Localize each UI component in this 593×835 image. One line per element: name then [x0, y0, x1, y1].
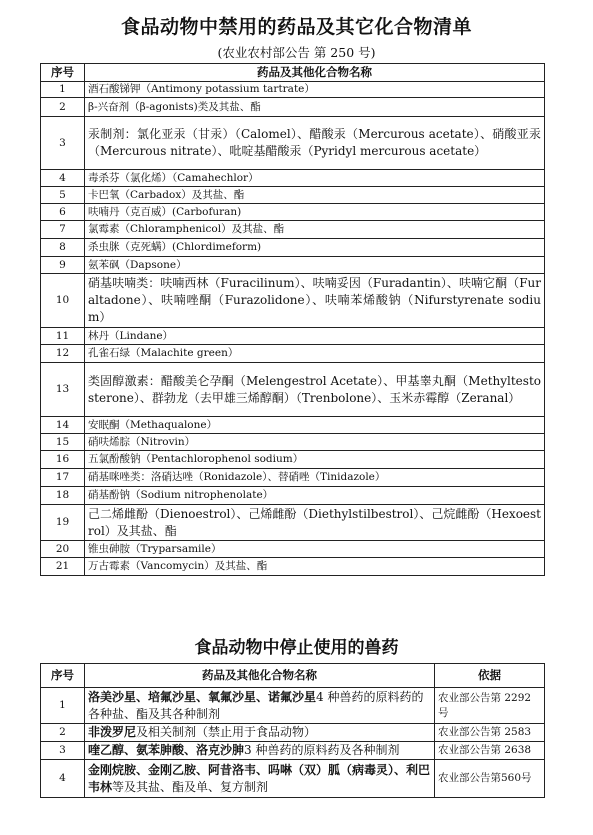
- row-number: 17: [41, 469, 85, 487]
- drug-name-cell: [85, 742, 435, 760]
- basis-cell: 农业部公告第 2638: [435, 742, 545, 760]
- compound-name: 安眠酮（Methaqualone）: [85, 417, 545, 434]
- table-row: [41, 345, 545, 363]
- drug-name-bold: 洛美沙星、培氟沙星、氧氟沙星、诺氟沙星: [88, 689, 317, 704]
- compound-name: 万古霉素（Vancomycin）及其盐、酯: [85, 558, 545, 576]
- table-header-row: [41, 664, 545, 688]
- compound-name: 酒石酸锑钾（Antimony potassium tartrate）: [85, 82, 545, 98]
- row-number: 12: [41, 345, 85, 363]
- compound-name: 硝基呋喃类：呋喃西林（Furacilinum）、呋喃妥因（Furadantin）、呋喃它酮（Furaltadone）、呋喃唑酮（Furazolidone）、呋喃苯烯酸钠（Nifurstyrenate sodium）: [85, 274, 545, 328]
- table-row: [41, 505, 545, 541]
- table-row: [41, 98, 545, 117]
- row-number: 3: [41, 742, 85, 760]
- table-row: [41, 724, 545, 742]
- banned-drugs-table: [40, 63, 545, 576]
- table-row: [41, 328, 545, 345]
- compound-name: 林丹（Lindane）: [85, 328, 545, 345]
- drug-name-rest: 等及其盐、酯及单、复方制剂: [112, 779, 269, 794]
- compound-name: 锥虫砷胺（Tryparsamile）: [85, 541, 545, 558]
- table-row: [41, 170, 545, 187]
- compound-name: 氨苯砜（Dapsone）: [85, 257, 545, 274]
- table-row: [41, 221, 545, 239]
- compound-name: 硝基酚钠（Sodium nitrophenolate）: [85, 487, 545, 505]
- compound-name: 硝基咪唑类：洛硝达唑（Ronidazole）、替硝唑（Tinidazole）: [85, 469, 545, 487]
- row-number: 9: [41, 257, 85, 274]
- table-row: [41, 117, 545, 170]
- table-row: [41, 742, 545, 760]
- drug-name-bold: 非泼罗尼: [88, 725, 137, 739]
- drug-name-rest: 4 种兽药的原料药的各种盐、酯及其各种制剂: [88, 689, 424, 721]
- row-number: 2: [41, 98, 85, 117]
- compound-name: 杀虫脒（克死螨）(Chlordimeform): [85, 239, 545, 257]
- row-number: 10: [41, 274, 85, 328]
- table-row: [41, 187, 545, 204]
- row-number: 1: [41, 688, 85, 724]
- row-number: 16: [41, 451, 85, 469]
- compound-name: 汞制剂：氯化亚汞（甘汞）（Calomel）、醋酸汞（Mercurous acetate）、硝酸亚汞（Mercurous nitrate）、吡啶基醋酸汞（Pyridyl mercurous acetate）: [85, 117, 545, 170]
- row-number: 5: [41, 187, 85, 204]
- basis-cell: 农业部公告第560号: [435, 760, 545, 798]
- row-number: 6: [41, 204, 85, 221]
- column-header-number: 序号: [41, 64, 85, 82]
- compound-name: β-兴奋剂（β-agonists)类及其盐、酯: [85, 98, 545, 117]
- compound-name: 己二烯雌酚（Dienoestrol）、己烯雌酚（Diethylstilbestrol）、己烷雌酚（Hexoestrol）及其盐、酯: [85, 505, 545, 541]
- drug-name-cell: [85, 724, 435, 742]
- table-row: [41, 274, 545, 328]
- row-number: 11: [41, 328, 85, 345]
- row-number: 15: [41, 434, 85, 451]
- compound-name: 卡巴氧（Carbadox）及其盐、酯: [85, 187, 545, 204]
- row-number: 13: [41, 363, 85, 417]
- table-row: [41, 434, 545, 451]
- row-number: 14: [41, 417, 85, 434]
- column-header-number: 序号: [41, 664, 85, 688]
- table-row: [41, 204, 545, 221]
- compound-name: 类固醇激素：醋酸美仑孕酮（Melengestrol Acetate）、甲基睾丸酮（Methyltestosterone）、群勃龙（去甲雄三烯醇酮）（Trenbolone）、玉米赤霉醇（Zeranal）: [85, 363, 545, 417]
- table-row: [41, 760, 545, 798]
- row-number: 2: [41, 724, 85, 742]
- row-number: 3: [41, 117, 85, 170]
- drug-name-bold: 金刚烷胺、金刚乙胺、阿昔洛韦、吗啉（双）胍（病毒灵）、利巴韦林: [88, 762, 431, 794]
- row-number: 8: [41, 239, 85, 257]
- row-number: 4: [41, 760, 85, 798]
- drug-name-rest: 及相关制剂（禁止用于食品动物）: [136, 725, 317, 739]
- page-subtitle: (农业农村部公告 第 250 号): [217, 45, 376, 60]
- table-row: [41, 541, 545, 558]
- column-header-name: 药品及其他化合物名称: [85, 664, 435, 688]
- table-row: [41, 558, 545, 576]
- basis-cell: 农业部公告第 2292 号: [435, 688, 545, 724]
- basis-cell: 农业部公告第 2583: [435, 724, 545, 742]
- column-header-name: 药品及其他化合物名称: [85, 64, 545, 82]
- drug-name-cell: [85, 760, 435, 798]
- row-number: 7: [41, 221, 85, 239]
- section-title: 食品动物中停止使用的兽药: [194, 638, 399, 658]
- page-title: 食品动物中禁用的药品及其它化合物清单: [120, 16, 472, 38]
- table-row: [41, 82, 545, 98]
- table-row: [41, 417, 545, 434]
- row-number: 21: [41, 558, 85, 576]
- table-row: [41, 363, 545, 417]
- table-row: [41, 239, 545, 257]
- compound-name: 硝呋烯腙（Nitrovin）: [85, 434, 545, 451]
- drug-name-rest: 3 种兽药的原料药及各种制剂: [244, 743, 400, 757]
- column-header-basis: 依据: [435, 664, 545, 688]
- table-row: [41, 469, 545, 487]
- row-number: 1: [41, 82, 85, 98]
- row-number: 18: [41, 487, 85, 505]
- compound-name: 氯霉素（Chloramphenicol）及其盐、酯: [85, 221, 545, 239]
- row-number: 19: [41, 505, 85, 541]
- compound-name: 毒杀芬（氯化烯）（Camahechlor）: [85, 170, 545, 187]
- row-number: 4: [41, 170, 85, 187]
- table-header-row: [41, 64, 545, 82]
- row-number: 20: [41, 541, 85, 558]
- drug-name-bold: 喹乙醇、氨苯胂酸、洛克沙胂: [88, 743, 245, 757]
- table-row: [41, 688, 545, 724]
- drug-name-cell: [85, 688, 435, 724]
- compound-name: 孔雀石绿（Malachite green）: [85, 345, 545, 363]
- discontinued-drugs-table: [40, 663, 545, 798]
- table-row: [41, 257, 545, 274]
- table-row: [41, 487, 545, 505]
- compound-name: 呋喃丹（克百威）(Carbofuran): [85, 204, 545, 221]
- compound-name: 五氯酚酸钠（Pentachlorophenol sodium）: [85, 451, 545, 469]
- table-row: [41, 451, 545, 469]
